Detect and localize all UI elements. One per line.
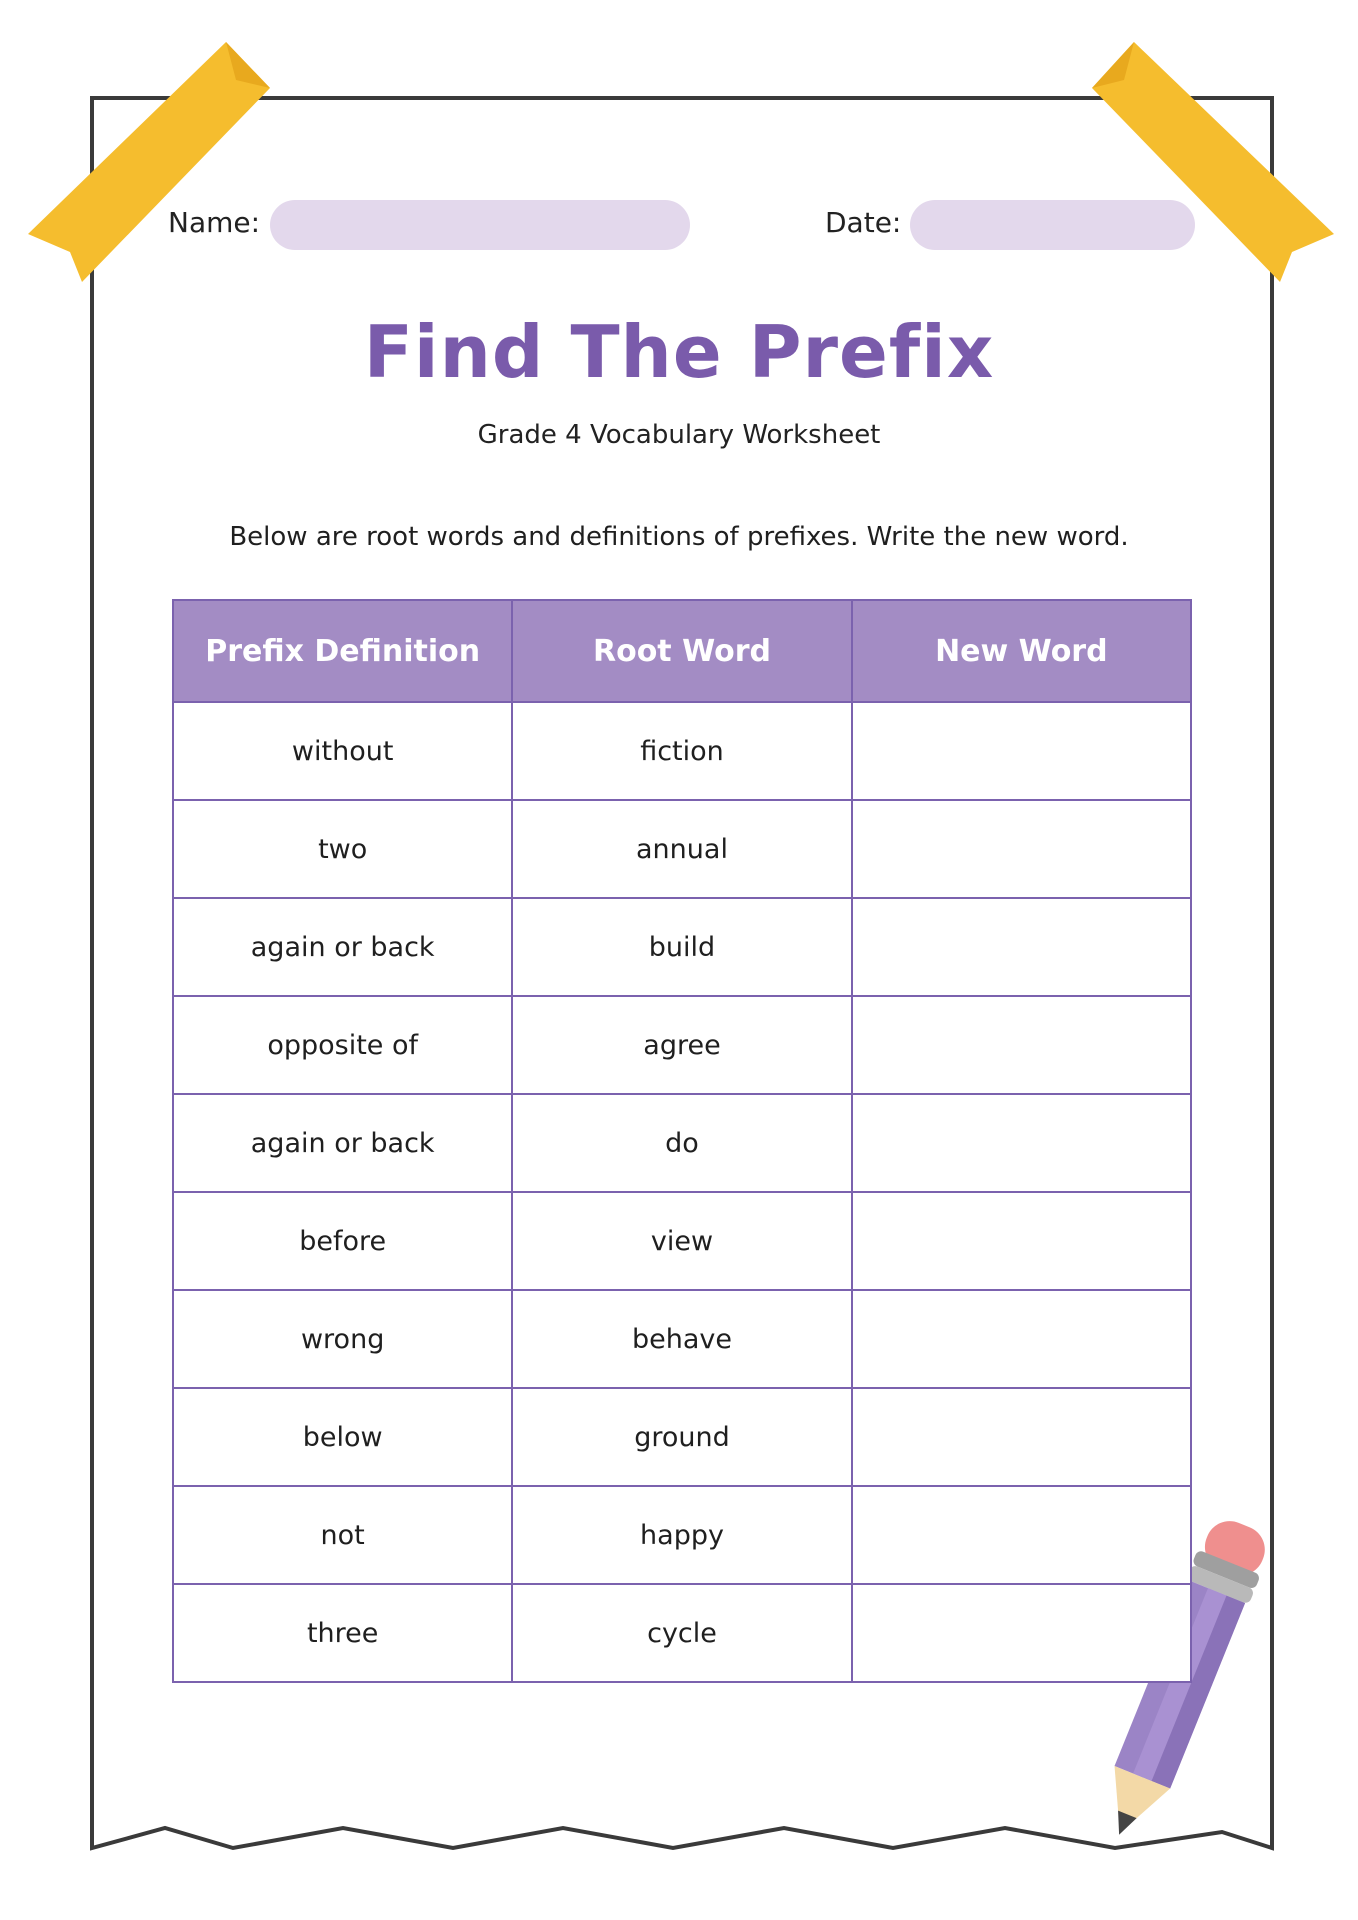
new-word-cell[interactable] xyxy=(852,996,1191,1094)
table-row xyxy=(173,1192,1191,1290)
name-label: Name: xyxy=(168,206,261,239)
root-word-cell: build xyxy=(512,898,851,996)
new-word-cell[interactable] xyxy=(852,1192,1191,1290)
root-word-cell: view xyxy=(512,1192,851,1290)
instructions-text: Below are root words and definitions of prefixes. Write the new word. xyxy=(229,522,1129,552)
prefix-definition-cell: two xyxy=(173,800,512,898)
page-title: Find The Prefix xyxy=(363,310,995,394)
root-word-cell: fiction xyxy=(512,702,851,800)
prefix-definition-cell: three xyxy=(173,1584,512,1682)
table-row xyxy=(173,1094,1191,1192)
prefix-definition-cell: again or back xyxy=(173,898,512,996)
root-word-cell: ground xyxy=(512,1388,851,1486)
prefix-definition-cell: not xyxy=(173,1486,512,1584)
new-word-cell[interactable] xyxy=(852,898,1191,996)
worksheet-table xyxy=(172,599,1192,1683)
table-row xyxy=(173,996,1191,1094)
root-word-cell: annual xyxy=(512,800,851,898)
new-word-cell[interactable] xyxy=(852,702,1191,800)
page-subtitle: Grade 4 Vocabulary Worksheet xyxy=(477,420,881,450)
root-word-cell: do xyxy=(512,1094,851,1192)
root-word-cell: behave xyxy=(512,1290,851,1388)
prefix-definition-cell: before xyxy=(173,1192,512,1290)
new-word-cell[interactable] xyxy=(852,1094,1191,1192)
table-header-row xyxy=(173,600,1191,702)
root-word-cell: cycle xyxy=(512,1584,851,1682)
table-row xyxy=(173,702,1191,800)
new-word-cell[interactable] xyxy=(852,1388,1191,1486)
date-field[interactable] xyxy=(910,200,1195,250)
root-word-cell: happy xyxy=(512,1486,851,1584)
root-word-cell: agree xyxy=(512,996,851,1094)
column-header-new-word: New Word xyxy=(852,600,1191,702)
table-row xyxy=(173,800,1191,898)
column-header-root-word: Root Word xyxy=(512,600,851,702)
table-row xyxy=(173,898,1191,996)
prefix-definition-cell: opposite of xyxy=(173,996,512,1094)
prefix-definition-cell: again or back xyxy=(173,1094,512,1192)
new-word-cell[interactable] xyxy=(852,1584,1191,1682)
table-row xyxy=(173,1486,1191,1584)
name-field[interactable] xyxy=(270,200,690,250)
table-row xyxy=(173,1290,1191,1388)
prefix-definition-cell: below xyxy=(173,1388,512,1486)
new-word-cell[interactable] xyxy=(852,1290,1191,1388)
prefix-definition-cell: without xyxy=(173,702,512,800)
new-word-cell[interactable] xyxy=(852,1486,1191,1584)
column-header-prefix-definition: Prefix Definition xyxy=(173,600,512,702)
table-row xyxy=(173,1584,1191,1682)
prefix-definition-cell: wrong xyxy=(173,1290,512,1388)
date-label: Date: xyxy=(825,206,902,239)
table-row xyxy=(173,1388,1191,1486)
new-word-cell[interactable] xyxy=(852,800,1191,898)
